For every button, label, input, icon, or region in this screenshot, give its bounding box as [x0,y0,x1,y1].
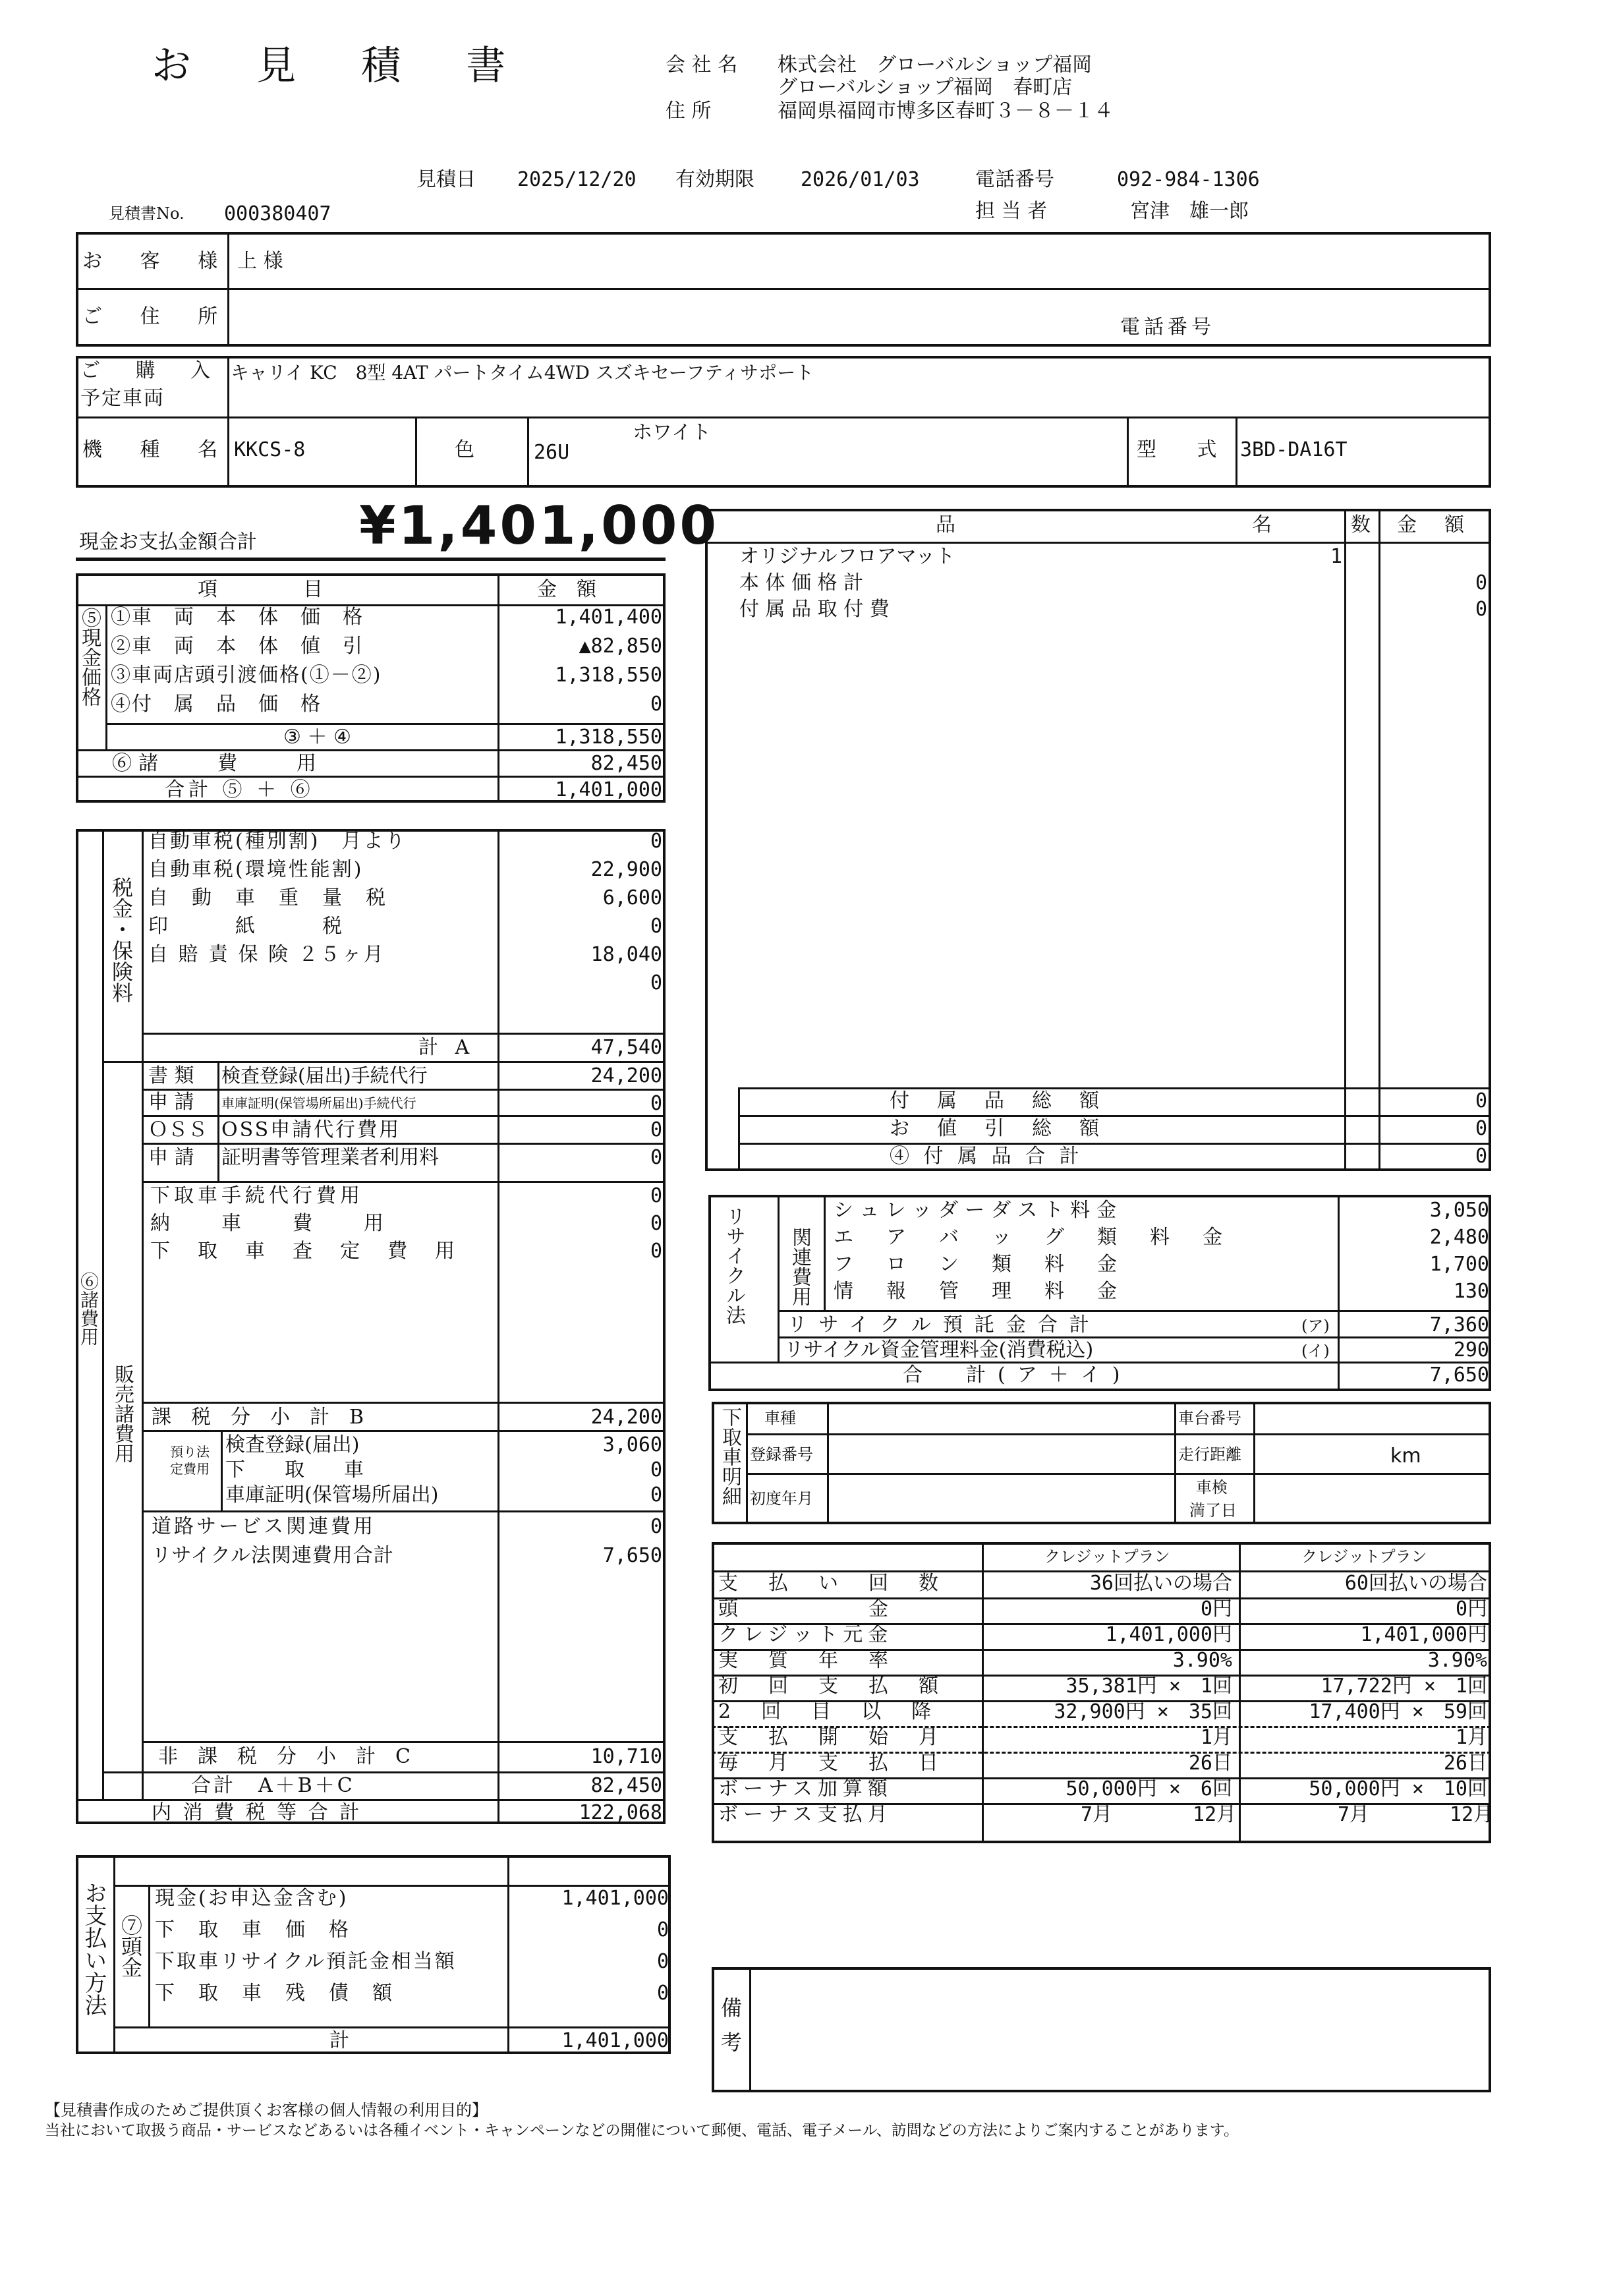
fees-table [76,829,666,1824]
item-name: 付 属 品 取 付 費 [739,598,890,621]
payment-row-value: 1,401,000 [561,1887,669,1910]
customer-name: 上 様 [237,250,283,273]
total-a-label: 計 A [418,1036,475,1059]
oss-label-2: 申 請 [148,1146,194,1169]
trade-mileage-label: 走行距離 [1178,1445,1241,1464]
oss-row2: 証明書等管理業者利用料 [221,1146,439,1169]
valid-date: 2026/01/03 [801,168,920,191]
total-label: 現金お支払金額合計 [79,531,257,554]
recycle-grand-value: 7,650 [1429,1363,1489,1387]
item-name: オリジナルフロアマット [739,545,955,568]
deposit-row-label: 下 取 車 [225,1458,364,1481]
type-value: 3BD-DA16T [1240,438,1348,461]
payment-total-value: 1,401,000 [561,2029,669,2052]
date-label: 見積日 [416,168,476,191]
item-footer-label: ④ 付 属 品 合 計 [890,1145,1083,1168]
remarks-label: 備考 [718,1997,743,2065]
payment-row-value: 0 [656,1982,669,2005]
plan2-rate: 3.90% [1427,1649,1487,1672]
trade-fee-value: 0 [650,1240,662,1263]
price-row-value: ▲82,850 [579,635,662,658]
tax-row-value: 0 [650,830,662,853]
customer-name-label: お 客 様 [82,250,234,273]
plan1-header: クレジットプラン [1044,1547,1170,1566]
deposit-row-value: 3,060 [602,1433,662,1456]
recycle-grand-label: 合 計(ア＋イ) [903,1363,1132,1387]
trade-type-label: 車種 [764,1409,796,1427]
payment-row-label: 下取車リサイクル預託金相当額 [155,1950,457,1973]
subtotal-value: 1,318,550 [555,726,662,749]
sales-fees-label: 販売諸費用 [111,1364,134,1463]
tax-row-label: 自 賠 責 保 険 ２５ヶ月 [148,943,385,966]
trade-inspect-label-1: 車検 [1196,1478,1228,1497]
recycle-deposit-value: 7,360 [1429,1313,1489,1336]
deposit-label: 預り法定費用 [170,1444,210,1477]
tax-row-label: 自動車税(種別割) 月より [148,830,407,853]
payment-row-label: 下 取 車 残 債 額 [155,1982,394,2005]
subtotal-label: ③ ＋ ④ [283,726,351,749]
tax-row-label: 印 紙 税 [148,915,344,938]
proc-row2-value: 0 [650,1092,662,1115]
total-abc-label: 合計 A＋B＋C [191,1774,355,1797]
company-label: 会 社 名 [666,53,738,76]
plan1-rate: 3.90% [1172,1649,1232,1672]
cash-price-side-label: ⑤現金価格 [78,608,101,706]
total-b-label: 課 税 分 小 計 B [152,1406,364,1429]
price-row-value: 1,401,400 [555,606,662,629]
branch-name: グローバルショップ福岡 春町店 [778,76,1073,99]
credit-row-label: 支 払 い 回 数 [718,1572,944,1595]
total-amount: ¥1,401,000 [359,495,720,556]
recycle-fee-value: 130 [1453,1280,1489,1303]
plan1-after: 32,900円 × 35回 [1054,1700,1232,1723]
staff-label: 担 当 者 [975,200,1048,223]
payment-inner-label: ⑦頭金 [118,1914,143,1978]
credit-row-label: 頭 金 [718,1597,894,1621]
oss-label-1: ＯＳＳ [148,1118,208,1141]
trade-fee-value: 0 [650,1212,662,1235]
recycle-mgmt-mark: (イ) [1301,1342,1330,1360]
vehicle-name: キャリイ KC 8型 4AT パートタイム4WD スズキセーフティサポート [231,362,814,384]
consumption-tax-label: 内 消 費 税 等 合 計 [152,1801,362,1824]
item-amount: 0 [1475,571,1487,594]
item-footer-label: お 値 引 総 額 [890,1117,1103,1140]
credit-row-label: 毎 月 支 払 日 [718,1752,944,1775]
proc-row2: 車庫証明(保管場所届出)手続代行 [221,1095,416,1111]
price-row-label: ①車 両 本 体 価 格 [111,606,364,629]
trade-chassis-label: 車台番号 [1178,1409,1241,1427]
proc-label-2: 申 請 [148,1091,194,1114]
tax-row-value: 0 [650,915,662,938]
plan2-count: 60回払いの場合 [1344,1572,1487,1595]
recycle-fee-label: 情 報 管 理 料 金 [834,1280,1123,1303]
color-label: 色 [455,438,474,461]
total-b-value: 24,200 [590,1406,662,1429]
recycle-fee-value: 1,700 [1429,1253,1489,1276]
price-row-label: ④付 属 品 価 格 [111,693,322,716]
plan2-first: 17,722円 × 1回 [1321,1675,1487,1698]
trade-mileage-unit: km [1390,1445,1421,1468]
oss-row1: OSS申請代行費用 [221,1118,401,1141]
total-a-value: 47,540 [590,1036,662,1059]
color-code: 26U [534,441,570,464]
page-title: お 見 積 書 [152,43,532,89]
recycle-fee-label: エ ア バ ッ グ 類 料 金 [834,1226,1229,1249]
tax-row-value: 6,600 [602,886,662,909]
plan1-day: 26日 [1188,1752,1232,1775]
proc-row1: 検査登録(届出)手続代行 [221,1064,428,1087]
plan2-bonus-month-2: 12月 [1450,1803,1494,1826]
recycle-mgmt-label: リサイクル資金管理料金(消費税込) [784,1338,1094,1362]
trade-first-reg-label: 初度年月 [750,1489,813,1508]
proc-row1-value: 24,200 [590,1064,662,1087]
road-value: 0 [650,1515,662,1538]
item-footer-value: 0 [1475,1089,1487,1112]
recycle-fee-value: 3,050 [1429,1199,1489,1222]
payment-row-value: 0 [656,1950,669,1973]
plan2-bonus: 50,000円 × 10回 [1309,1777,1487,1800]
credit-row-label: 支 払 開 始 月 [718,1726,944,1749]
items-col-amount: 金 額 [1397,513,1468,536]
recycle-deposit-mark: (ア) [1301,1317,1330,1335]
trade-fee-label: 下 取 車 査 定 費 用 [150,1240,459,1263]
tax-row-value: 18,040 [590,943,662,966]
recycle-total-label: リサイクル法関連費用合計 [152,1544,394,1567]
plan1-down: 0円 [1200,1597,1232,1621]
price-row-value: 1,318,550 [555,664,662,687]
credit-row-label: 初 回 支 払 額 [718,1675,944,1698]
trade-in-side-label: 下取車明細 [718,1407,741,1506]
item-footer-value: 0 [1475,1117,1487,1140]
oss-row2-value: 0 [650,1146,662,1169]
plan2-start: 1月 [1455,1726,1487,1749]
vehicle-label-1: ご 購 入 [80,359,225,382]
consumption-tax-value: 122,068 [579,1801,662,1824]
recycle-fee-label: シュレッダーダスト料金 [834,1199,1123,1222]
plan1-bonus-month-2: 12月 [1193,1803,1237,1826]
tel-label: 電話番号 [975,168,1054,191]
total-c-value: 10,710 [590,1745,662,1768]
recycle-total-value: 7,650 [602,1544,662,1567]
plan1-first: 35,381円 × 1回 [1065,1675,1232,1698]
credit-row-label: クレジット元金 [718,1623,894,1646]
deposit-row-value: 0 [650,1458,662,1481]
recycle-fee-value: 2,480 [1429,1226,1489,1249]
trade-inspect-label-2: 満了日 [1189,1501,1237,1520]
price-row-label: ③車両店頭引渡価格(①－②) [111,664,382,687]
fees-label: ⑥諸 費 用 [112,752,323,775]
trade-fee-label: 下取車手続代行費用 [150,1184,364,1207]
credit-row-label: 実 質 年 率 [718,1649,894,1672]
item-footer-value: 0 [1475,1145,1487,1168]
company-tel: 092-984-1306 [1117,168,1260,191]
plan1-principal: 1,401,000円 [1105,1623,1232,1646]
tax-row-label: 自動車税(環境性能割) [148,858,364,881]
model-value: KKCS-8 [234,438,306,461]
recycle-fee-label: フ ロ ン 類 料 金 [834,1253,1123,1276]
privacy-text: 当社において取扱う商品・サービスなどあるいは各種イベント・キャンペーンなどの開催について郵便、電話、電子メール、訪問などの方法によりご案内することがあります。 [45,2122,1239,2139]
sum-value: 1,401,000 [555,778,662,801]
recycle-inner-label: 関連費用 [788,1227,811,1306]
price-row-value: 0 [650,693,662,716]
proc-label-1: 書 類 [148,1064,194,1087]
tax-label: 税金・保険料 [109,876,134,1003]
type-label: 型 式 [1137,438,1234,461]
estimate-date: 2025/12/20 [517,168,637,191]
plan2-principal: 1,401,000円 [1360,1623,1487,1646]
payment-outer-label: お支払い方法 [80,1881,107,2016]
vehicle-label-2: 予定車両 [80,387,165,410]
items-col-qty: 数 [1351,513,1371,536]
payment-row-label: 下 取 車 価 格 [155,1918,351,1941]
customer-address-label: ご 住 所 [82,305,234,328]
company-address: 福岡県福岡市博多区春町３－８－１４ [778,100,1114,123]
items-col-name: 品 名 [936,513,1305,536]
item-amount: 0 [1475,598,1487,621]
remarks-box [712,1967,1491,2092]
col-amount-header: 金 額 [537,578,596,601]
plan2-day: 26日 [1443,1752,1487,1775]
valid-label: 有効期限 [675,168,754,191]
tax-row-value: 0 [650,971,662,994]
recycle-outer-label: リサイクル法 [722,1206,745,1325]
estimate-no: 000380407 [224,202,331,225]
credit-row-label: ボーナス支払月 [718,1803,893,1826]
customer-tel-label: 電話番号 [1120,316,1215,339]
item-qty: 1 [1330,545,1342,568]
recycle-deposit-label: リサイクル預託金合計 [787,1313,1101,1336]
plan1-bonus: 50,000円 × 6回 [1065,1777,1232,1800]
plan2-bonus-month-1: 7月 [1338,1803,1370,1826]
payment-row-label: 現金(お申込金含む) [155,1887,349,1910]
deposit-row-label: 車庫証明(保管場所届出) [225,1483,439,1507]
price-row-label: ②車 両 本 体 値 引 [111,635,364,658]
plan2-after: 17,400円 × 59回 [1309,1700,1487,1723]
plan1-start: 1月 [1200,1726,1232,1749]
staff-name: 宮津 雄一郎 [1130,200,1249,223]
road-label: 道路サービス関連費用 [152,1515,376,1538]
col-item-header: 項 目 [198,578,356,601]
plan1-count: 36回払いの場合 [1089,1572,1232,1595]
recycle-mgmt-value: 290 [1453,1338,1489,1362]
trade-fee-value: 0 [650,1184,662,1207]
plan2-down: 0円 [1455,1597,1487,1621]
payment-total-label: 計 [329,2029,349,2052]
privacy-heading: 【見積書作成のためご提供頂くお客様の個人情報の利用目的】 [45,2101,488,2119]
plan2-header: クレジットプラン [1301,1547,1427,1566]
total-c-label: 非 課 税 分 小 計 C [158,1745,411,1768]
model-label: 機 種 名 [82,438,234,461]
credit-row-label: 2 回 目 以 降 [718,1700,937,1723]
tax-row-label: 自 動 車 重 量 税 [148,886,387,909]
payment-row-value: 0 [656,1918,669,1941]
credit-row-label: ボーナス加算額 [718,1777,893,1800]
item-name: 本 体 価 格 計 [739,571,864,594]
trade-reg-label: 登録番号 [750,1445,813,1464]
deposit-row-value: 0 [650,1483,662,1507]
item-footer-label: 付 属 品 総 額 [890,1089,1103,1112]
trade-fee-label: 納 車 費 用 [150,1212,387,1235]
estimate-no-label: 見積書No. [109,204,185,223]
oss-row1-value: 0 [650,1118,662,1141]
company-name: 株式会社 グローバルショップ福岡 [778,53,1093,76]
address-label: 住 所 [666,100,712,123]
sum-label: 合計 ⑤ ＋ ⑥ [165,778,314,801]
color-name: ホワイト [633,421,712,444]
plan1-bonus-month-1: 7月 [1081,1803,1113,1826]
fees-outer-label: ⑥諸費用 [78,1272,99,1346]
tax-row-value: 22,900 [590,858,662,881]
deposit-row-label: 検査登録(届出) [225,1433,360,1456]
fees-value: 82,450 [590,752,662,775]
total-abc-value: 82,450 [590,1774,662,1797]
